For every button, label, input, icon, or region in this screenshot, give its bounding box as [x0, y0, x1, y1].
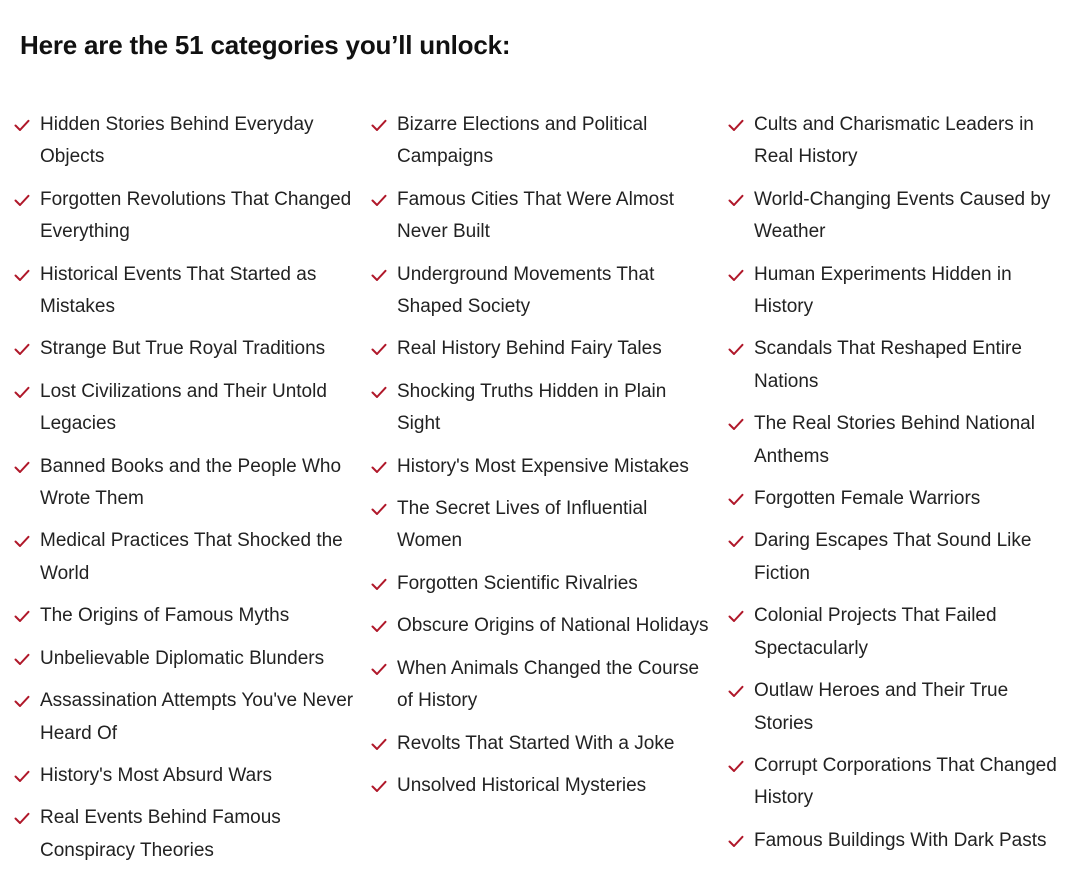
- checkmark-icon: [14, 119, 30, 132]
- checkmark-icon: [14, 269, 30, 282]
- category-item: [728, 109, 1063, 174]
- category-label: Famous Cities That Were Almost Never Built: [397, 188, 675, 243]
- category-label: Outlaw Heroes and Their True Stories: [754, 680, 1009, 734]
- checkmark-icon: [14, 653, 30, 666]
- category-item: [371, 184, 711, 249]
- category-item: [728, 675, 1063, 740]
- checkmark-icon: [14, 770, 30, 783]
- category-item: [728, 525, 1063, 590]
- category-item: [371, 259, 711, 324]
- category-label: Obscure Origins of National Holidays: [397, 615, 709, 637]
- category-item: [371, 451, 711, 483]
- category-column-3: [728, 109, 1063, 867]
- category-label: Unsolved Historical Mysteries: [397, 774, 647, 796]
- category-label: Shocking Truths Hidden in Plain Sight: [397, 380, 667, 435]
- category-label: Assassination Attempts You've Never Heard Of: [40, 690, 354, 744]
- checkmark-icon: [728, 685, 744, 698]
- checkmark-icon: [371, 578, 387, 591]
- category-label: Real Events Behind Famous Conspiracy Theories: [40, 807, 281, 861]
- category-item: [728, 483, 1063, 515]
- checkmark-icon: [728, 835, 744, 848]
- category-label: Hidden Stories Behind Everyday Objects: [40, 114, 314, 168]
- category-item: [728, 600, 1063, 665]
- category-label: Colonial Projects That Failed Spectacularly: [754, 605, 997, 659]
- checkmark-icon: [14, 535, 30, 548]
- checkmark-icon: [728, 493, 744, 506]
- category-label: The Origins of Famous Myths: [40, 605, 290, 627]
- category-item: [728, 825, 1063, 857]
- category-label: Banned Books and the People Who Wrote Them: [40, 455, 342, 510]
- category-columns: [0, 109, 1066, 889]
- category-label: World-Changing Events Caused by Weather: [754, 188, 1051, 243]
- checkmark-icon: [728, 760, 744, 773]
- category-label: Strange But True Royal Traditions: [40, 338, 326, 360]
- category-label: Lost Civilizations and Their Untold Legacies: [40, 380, 327, 435]
- checkmark-icon: [371, 503, 387, 516]
- category-label: Scandals That Reshaped Entire Nations: [754, 338, 1022, 392]
- page-title: Here are the 51 categories you’ll unlock:: [20, 30, 511, 60]
- checkmark-icon: [371, 343, 387, 356]
- category-column-1: [14, 109, 354, 877]
- category-label: Forgotten Scientific Rivalries: [397, 572, 638, 594]
- checkmark-icon: [728, 418, 744, 431]
- category-item: [728, 750, 1063, 815]
- category-item: [728, 184, 1063, 249]
- checkmark-icon: [14, 386, 30, 399]
- category-item: [14, 333, 354, 365]
- checkmark-icon: [14, 461, 30, 474]
- category-item: [14, 184, 354, 249]
- category-item: [371, 728, 711, 760]
- checkmark-icon: [14, 610, 30, 623]
- category-label: Forgotten Revolutions That Changed Everything: [40, 188, 352, 243]
- category-label: When Animals Changed the Course of History: [397, 657, 700, 712]
- category-item: [14, 643, 354, 675]
- category-label: Medical Practices That Shocked the World: [40, 530, 343, 584]
- checkmark-icon: [371, 119, 387, 132]
- checkmark-icon: [728, 343, 744, 356]
- category-item: [371, 376, 711, 441]
- category-label: Forgotten Female Warriors: [754, 488, 981, 510]
- checkmark-icon: [371, 386, 387, 399]
- category-item: [371, 493, 711, 558]
- checkmark-icon: [371, 194, 387, 207]
- checkmark-icon: [728, 194, 744, 207]
- category-item: [14, 376, 354, 441]
- category-item: [14, 259, 354, 324]
- category-item: [14, 525, 354, 590]
- category-item: [14, 760, 354, 792]
- category-label: Unbelievable Diplomatic Blunders: [40, 647, 325, 669]
- category-label: History's Most Expensive Mistakes: [397, 455, 689, 477]
- checkmark-icon: [728, 269, 744, 282]
- category-label: Daring Escapes That Sound Like Fiction: [754, 530, 1032, 584]
- checkmark-icon: [728, 535, 744, 548]
- category-item: [371, 109, 711, 174]
- checkmark-icon: [371, 738, 387, 751]
- category-label: Real History Behind Fairy Tales: [397, 338, 662, 360]
- category-label: Underground Movements That Shaped Society: [397, 263, 655, 318]
- checkmark-icon: [14, 695, 30, 708]
- checkmark-icon: [371, 461, 387, 474]
- category-label: Human Experiments Hidden in History: [754, 263, 1012, 318]
- category-label: Cults and Charismatic Leaders in Real History: [754, 114, 1034, 168]
- category-item: [14, 109, 354, 174]
- checkmark-icon: [14, 194, 30, 207]
- category-item: [371, 610, 711, 642]
- category-item: [371, 568, 711, 600]
- checkmark-icon: [371, 780, 387, 793]
- checkmark-icon: [14, 812, 30, 825]
- category-item: [728, 408, 1063, 473]
- category-label: The Real Stories Behind National Anthems: [754, 413, 1035, 467]
- checkmark-icon: [371, 663, 387, 676]
- category-item: [371, 653, 711, 718]
- checkmark-icon: [371, 620, 387, 633]
- checkmark-icon: [371, 269, 387, 282]
- checkmark-icon: [14, 343, 30, 356]
- category-label: Bizarre Elections and Political Campaigns: [397, 114, 648, 168]
- category-label: Famous Buildings With Dark Pasts: [754, 829, 1047, 851]
- category-item: [728, 333, 1063, 398]
- category-column-2: [371, 109, 711, 812]
- category-item: [371, 770, 711, 802]
- category-item: [14, 600, 354, 632]
- category-item: [14, 451, 354, 516]
- category-item: [728, 259, 1063, 324]
- category-item: [14, 685, 354, 750]
- category-label: The Secret Lives of Influential Women: [397, 498, 648, 552]
- category-item: [371, 333, 711, 365]
- category-label: Corrupt Corporations That Changed History: [754, 754, 1057, 809]
- category-label: Historical Events That Started as Mistakes: [40, 263, 317, 318]
- category-label: History's Most Absurd Wars: [40, 764, 273, 786]
- checkmark-icon: [728, 119, 744, 132]
- checkmark-icon: [728, 610, 744, 623]
- category-item: [14, 802, 354, 867]
- category-label: Revolts That Started With a Joke: [397, 732, 675, 754]
